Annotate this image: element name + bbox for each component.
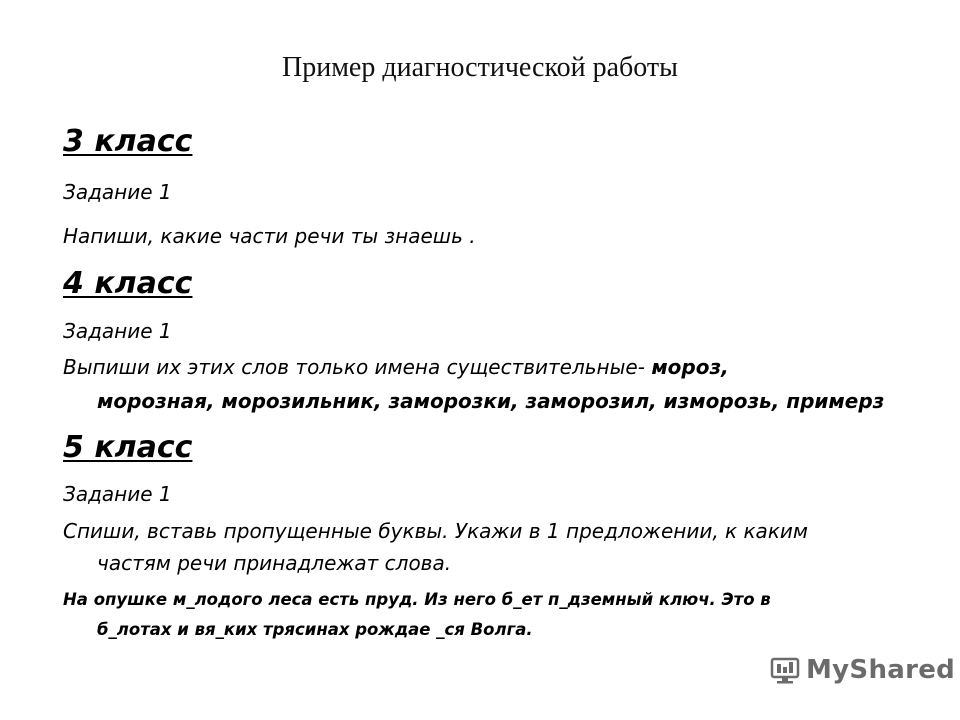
grade-5-task-text-line-2: частям речи принадлежат слова. — [97, 551, 452, 575]
grade-5-exercise-line-1: На опушке м_лодого леса есть пруд. Из него б_ет п_дземный ключ. Это в — [63, 590, 771, 609]
slide-title: Пример диагностической работы — [282, 52, 678, 83]
myshared-watermark — [770, 655, 955, 685]
grade-3-heading: 3 класс — [63, 124, 193, 159]
grade-4-heading: 4 класс — [63, 266, 193, 301]
myshared-logo-icon — [770, 655, 800, 685]
grade-5-task-label: Задание 1 — [63, 482, 172, 506]
grade-5-task-text-line-1: Спиши, вставь пропущенные буквы. Укажи в 1 предложении, к каким — [63, 519, 808, 543]
grade-4-task-label: Задание 1 — [63, 319, 172, 343]
myshared-watermark-text: MyShared — [806, 655, 956, 685]
grade-4-task-words-2: морозная, морозильник, заморозки, заморозил, изморозь, примерз — [97, 389, 885, 413]
grade-5-heading: 5 класс — [63, 430, 193, 465]
grade-5-exercise-line-2: б_лотах и вя_ких трясинах рождае _ся Волга. — [97, 620, 533, 639]
grade-3-task-label: Задание 1 — [63, 180, 172, 204]
grade-3-task-text: Напиши, какие части речи ты знаешь . — [63, 224, 476, 248]
grade-4-task-text-line-1 — [63, 355, 729, 379]
grade-4-task-text-plain: Выпиши их этих слов только имена существительные- — [63, 355, 652, 379]
grade-4-task-words-1: мороз, — [651, 355, 729, 379]
